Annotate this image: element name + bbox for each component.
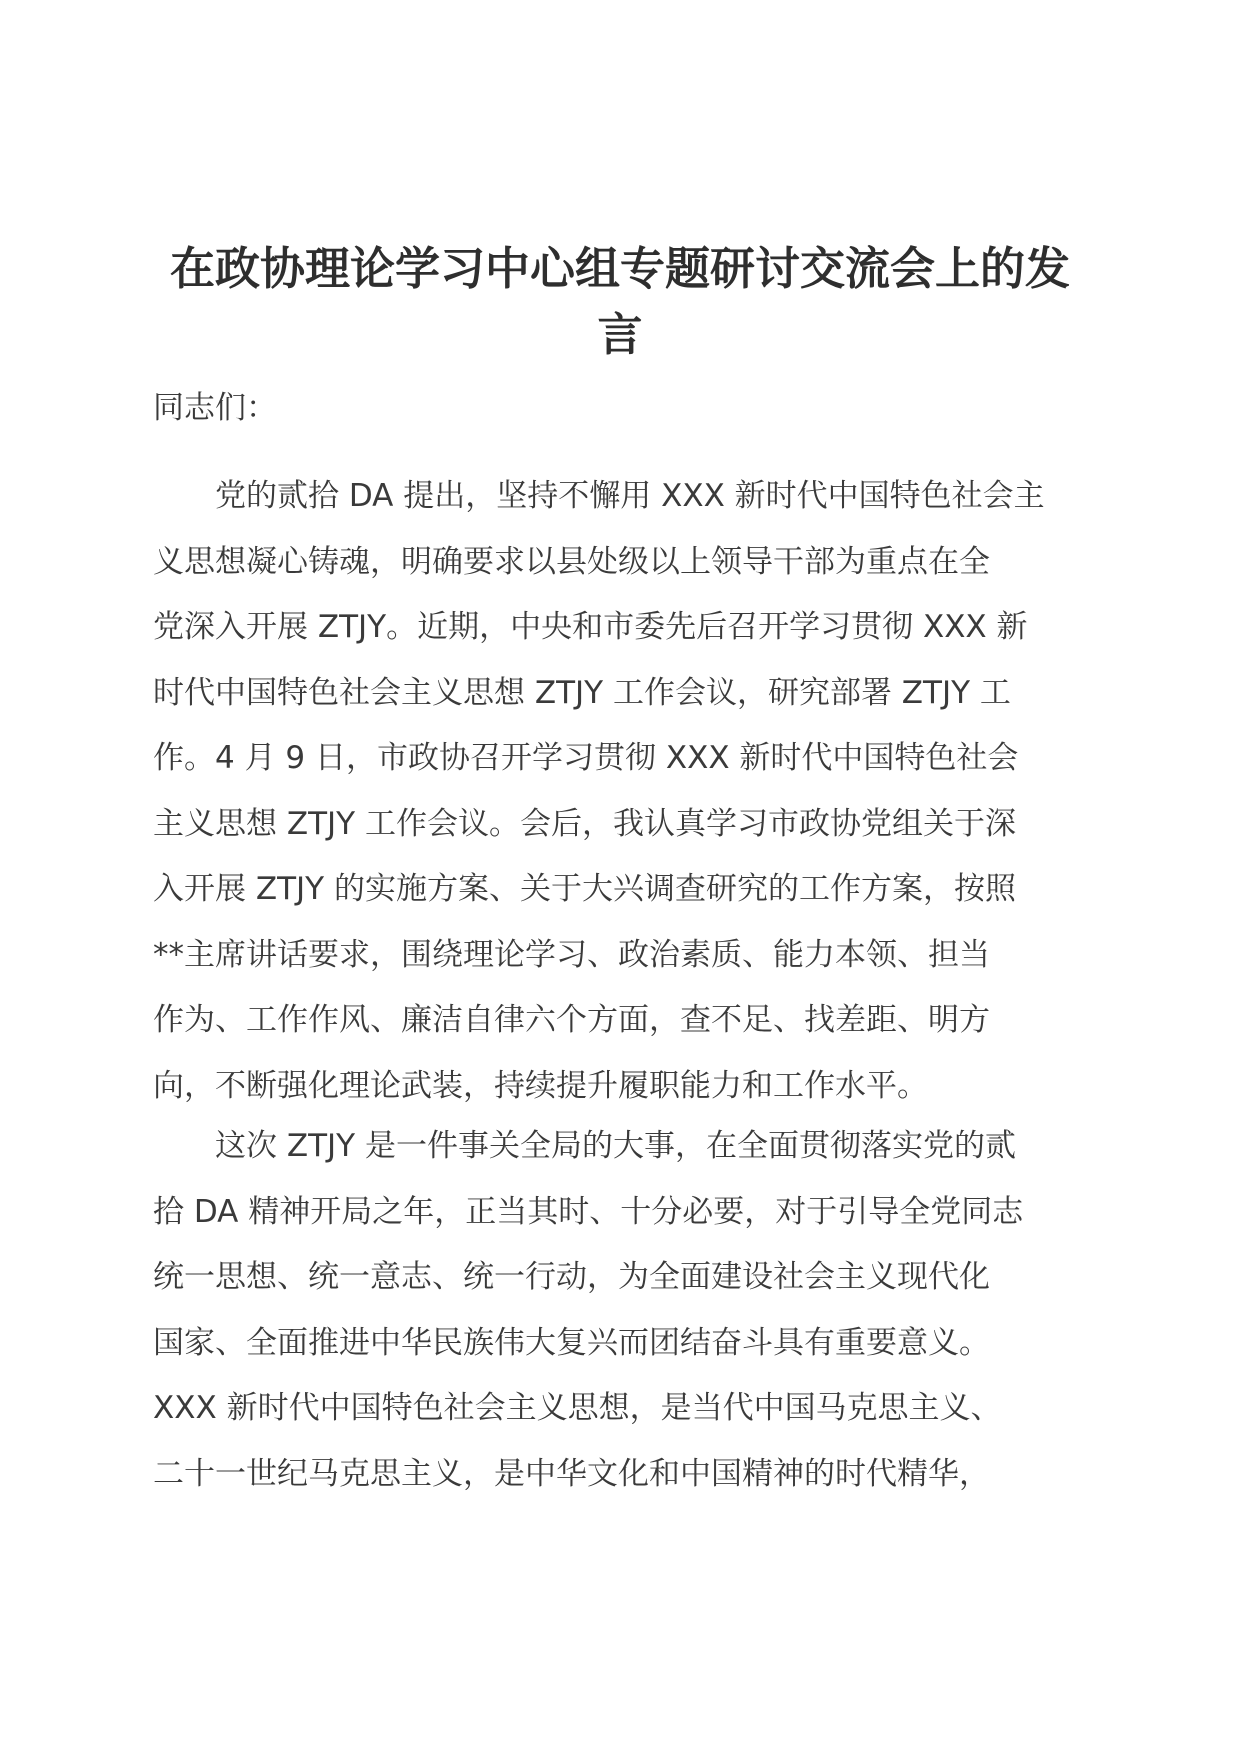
paragraph-line: 统一思想、统一意志、统一行动，为全面建设社会主义现代化 bbox=[153, 1259, 990, 1295]
paragraph-line: 二十一世纪马克思主义，是中华文化和中国精神的时代精华， bbox=[153, 1455, 990, 1492]
paragraph-line: 向，不断强化理论武装，持续提升履职能力和工作水平。 bbox=[153, 1067, 928, 1104]
paragraph-line: **主席讲话要求，围绕理论学习、政治素质、能力本领、担当 bbox=[153, 936, 990, 973]
paragraph-line: 党深入开展 ZTJY。近期，中央和市委先后召开学习贯彻 XXX 新 bbox=[153, 609, 1028, 645]
body-paragraph-2 bbox=[153, 1114, 1093, 1507]
paragraph-line: 这次 ZTJY 是一件事关全局的大事，在全面贯彻落实党的贰 bbox=[153, 1128, 1016, 1164]
paragraph-line: 入开展 ZTJY 的实施方案、关于大兴调查研究的工作方案，按照 bbox=[153, 871, 1016, 907]
title-line-1: 在政协理论学习中心组专题研讨交流会上的发 bbox=[169, 242, 1070, 295]
paragraph-line: 国家、全面推进中华民族伟大复兴而团结奋斗具有重要意义。 bbox=[153, 1324, 990, 1361]
title-line-2: 言 bbox=[597, 308, 643, 361]
salutation: 同志们： bbox=[153, 390, 277, 426]
paragraph-line: 作。4 月 9 日，市政协召开学习贯彻 XXX 新时代中国特色社会 bbox=[153, 740, 1019, 776]
paragraph-line: 拾 DA 精神开局之年，正当其时、十分必要，对于引导全党同志 bbox=[153, 1193, 1024, 1230]
paragraph-line: 主义思想 ZTJY 工作会议。会后，我认真学习市政协党组关于深 bbox=[153, 805, 1016, 842]
body-paragraph-1 bbox=[153, 464, 1093, 1119]
paragraph-line: 义思想凝心铸魂，明确要求以县处级以上领导干部为重点在全 bbox=[153, 543, 990, 580]
paragraph-line: XXX 新时代中国特色社会主义思想，是当代中国马克思主义、 bbox=[153, 1390, 1002, 1426]
paragraph-line: 作为、工作作风、廉洁自律六个方面，查不足、找差距、明方 bbox=[153, 1002, 990, 1038]
document-title bbox=[150, 236, 1090, 368]
paragraph-line: 时代中国特色社会主义思想 ZTJY 工作会议，研究部署 ZTJY 工 bbox=[153, 674, 1011, 711]
paragraph-line: 党的贰拾 DA 提出，坚持不懈用 XXX 新时代中国特色社会主 bbox=[153, 478, 1045, 514]
